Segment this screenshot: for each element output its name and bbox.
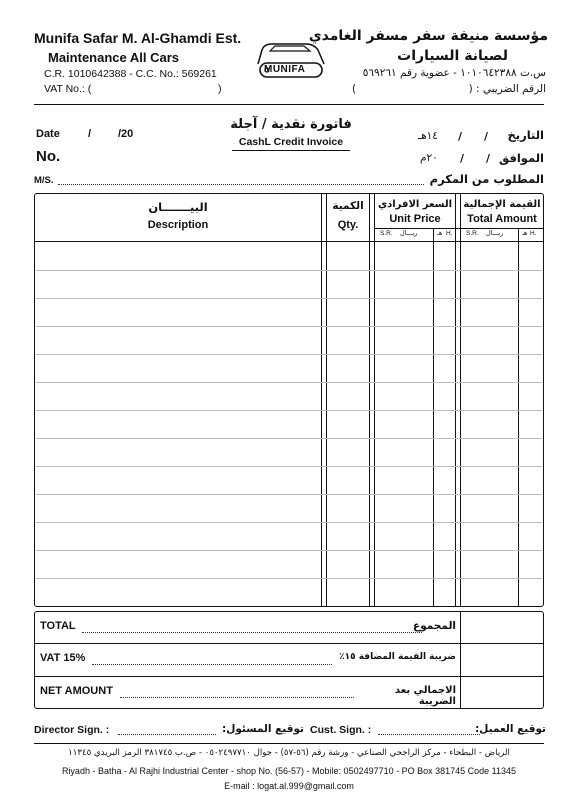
footer-divider xyxy=(34,743,544,744)
table-row[interactable] xyxy=(36,522,542,523)
table-row[interactable] xyxy=(36,270,542,271)
vat-close-ar: ) xyxy=(352,83,357,95)
vat-label: VAT 15% xyxy=(40,652,86,664)
vat-label-en: VAT No.: ( xyxy=(44,83,92,95)
total-label-ar: المجموع xyxy=(413,620,456,632)
company-name-en: Munifa Safar M. Al-Ghamdi Est. xyxy=(34,30,242,46)
unit-riyal-label: ريـــال xyxy=(400,229,418,237)
table-row[interactable] xyxy=(36,326,542,327)
company-subtitle-ar: لصيانة السيارات xyxy=(397,48,508,64)
unit-h-en: H. xyxy=(446,230,453,237)
col-total-amount-ar: القيمة الإجمالية xyxy=(463,199,541,210)
net-amount-label-ar: الاجمالي بعد الضريبة xyxy=(394,685,456,707)
table-row[interactable] xyxy=(36,410,542,411)
table-header-divider xyxy=(35,241,543,242)
col-total-amount-en: Total Amount xyxy=(467,213,537,225)
customer-sign-label-ar: توقيع العميل: xyxy=(475,723,546,735)
director-sign-field[interactable] xyxy=(118,734,216,735)
table-row[interactable] xyxy=(36,578,542,579)
director-sign-label: Director Sign. : xyxy=(34,724,110,736)
customer-sign-field[interactable] xyxy=(378,734,480,735)
vat-close-en: ) xyxy=(218,83,222,95)
registration-en: C.R. 1010642388 - C.C. No.: 569261 xyxy=(44,68,217,80)
table-row[interactable] xyxy=(36,494,542,495)
total-riyal-label: ريـــال xyxy=(486,229,504,237)
header-divider xyxy=(34,104,544,105)
table-row[interactable] xyxy=(36,466,542,467)
vat-label-ar: ضريبة القيمة المضافة ١٥٪ xyxy=(339,652,456,662)
corresp-ar-slash-2: / xyxy=(460,152,465,165)
date-slash-1: / xyxy=(88,128,92,140)
col-unit-price-ar: السعر الافرادي xyxy=(377,199,453,210)
title-underline xyxy=(232,150,350,151)
table-row[interactable] xyxy=(36,298,542,299)
col-unit-price-en: Unit Price xyxy=(389,213,441,225)
footer-address-ar: الرياض - البطحاء - مركز الراجحي الصناعي - ورشة رقم (٥٦-٥٧) - جوال ٠٥٠٢٤٩٧٧١٠ - ص.ب ٣٨١٧٤٥ الرمز البريدي ١١٣٤٥ xyxy=(68,748,510,758)
customer-sign-label: Cust. Sign. : xyxy=(310,724,372,736)
date-label-ar: التاريخ xyxy=(507,128,544,142)
unit-sr-label: S.R. xyxy=(380,230,393,237)
company-name-ar: مؤسسة منيفة سفر مسفر الغامدي xyxy=(308,28,548,44)
corresp-ar-slash-1: / xyxy=(486,152,491,165)
col-qty-en: Qty. xyxy=(337,219,359,231)
ms-label: M/S. xyxy=(34,175,54,186)
date-ar-year: ١٤هـ xyxy=(418,130,438,142)
logo-text: MUNIFA xyxy=(264,64,306,75)
net-amount-label: NET AMOUNT xyxy=(40,685,113,697)
car-logo-icon xyxy=(240,34,340,86)
table-row[interactable] xyxy=(36,438,542,439)
ms-label-ar: المطلوب من المكرم xyxy=(429,172,544,186)
table-row[interactable] xyxy=(36,550,542,551)
total-sr-label: S.R. xyxy=(466,230,479,237)
invoice-title-ar: فاتورة نقدية / آجلة xyxy=(230,117,352,132)
invoice-number-label: No. xyxy=(36,148,61,165)
registration-ar: س.ت ١٠١٠٦٤٢٣٨٨ - عضوية رقم ٥٦٩٢٦١ xyxy=(362,67,546,79)
col-description-en: Description xyxy=(147,219,209,231)
footer-address-en: Riyadh - Batha - Al Rajhi Industrial Center - shop No. (56-57) - Mobile: 0502497710 - PO Box 381745 Code 11345 xyxy=(61,766,517,776)
director-sign-label-ar: توقيع المسئول: xyxy=(222,723,304,735)
company-subtitle-en: Maintenance All Cars xyxy=(48,50,180,65)
unit-h-ar: هـ xyxy=(437,229,443,237)
ms-field[interactable] xyxy=(58,184,424,185)
corresponding-date-label-ar: الموافق xyxy=(498,151,544,165)
date-ar-slash-1: / xyxy=(484,130,489,143)
invoice-title-en: CashL Credit Invoice xyxy=(238,136,344,148)
vat-label-ar: الرقم الضريبي : ( xyxy=(468,83,546,95)
corresp-ar-year: ٢٠م xyxy=(420,152,438,164)
total-h-ar: هـ xyxy=(522,229,528,237)
table-row[interactable] xyxy=(36,354,542,355)
col-qty-ar: الكمية xyxy=(332,200,364,212)
table-row[interactable] xyxy=(36,382,542,383)
total-label-en: TOTAL xyxy=(40,620,76,632)
date-label: Date xyxy=(36,128,60,140)
total-h-en: H. xyxy=(530,230,537,237)
items-table xyxy=(34,193,544,607)
col-description-ar: البيـــــــان xyxy=(148,200,208,214)
date-slash-2: /20 xyxy=(118,128,134,140)
footer-email[interactable]: E-mail : logat.al.999@gmail.com xyxy=(224,781,354,791)
date-ar-slash-2: / xyxy=(458,130,463,143)
